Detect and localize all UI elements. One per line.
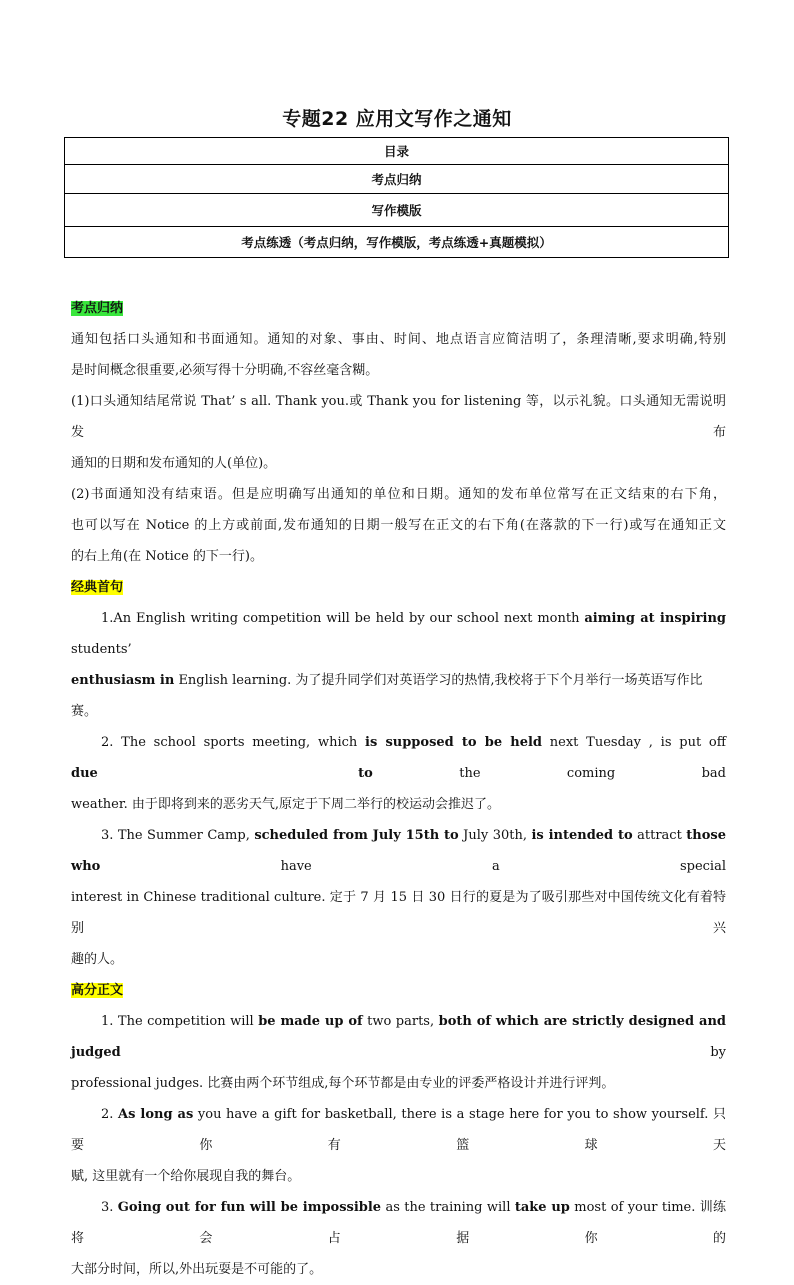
- toc-row-summary: 考点归纳: [65, 165, 729, 194]
- body-sentence-2: 2. As long as you have a gift for basketball, there is a stage here for you to show yourself. 只要你有篮球天: [71, 1107, 727, 1153]
- body-sentence-1-cont: professional judges. 比赛由两个环节组成,每个环节都是由专业的评委严格设计并进行评判。: [71, 1076, 615, 1091]
- example-sentence-2: 2. The school sports meeting, which is supposed to be held next Tuesday , is put off due to the coming bad: [71, 735, 726, 781]
- example-sentence-2-cont: weather. 由于即将到来的恶劣天气,原定于下周二举行的校运动会推迟了。: [71, 797, 501, 812]
- example-sentence-1-cont: enthusiasm in English learning. 为了提升同学们对英语学习的热情,我校将于下个月举行一场英语写作比赛。: [71, 673, 703, 719]
- body-sentence-1: 1. The competition will be made up of two parts, both of which are strictly designed and judged by: [71, 1014, 726, 1060]
- body-sentence-3: 3. Going out for fun will be impossible as the training will take up most of your time. 训练将会占据你的: [71, 1200, 726, 1246]
- toc-row-practice: 考点练透（考点归纳，写作模版，考点练透+真题模拟）: [65, 227, 729, 258]
- paragraph-line: 也可以写在 Notice 的上方或前面,发布通知的日期一般写在正文的右下角(在落款的下一行)或写在通知正文: [71, 518, 726, 533]
- body-sentence-3-cont: 大部分时间，所以,外出玩耍是不可能的了。: [71, 1262, 323, 1277]
- section-heading-summary: 考点归纳: [71, 301, 124, 316]
- body-sentence-2-cont: 赋, 这里就有一个给你展现自我的舞台。: [71, 1169, 301, 1184]
- example-sentence-3: 3. The Summer Camp, scheduled from July 15th to July 30th, is intended to attract those who have a special: [71, 828, 726, 874]
- table-of-contents: [64, 137, 729, 258]
- section-heading-body: 高分正文: [71, 983, 124, 998]
- paragraph-line: 的右上角(在 Notice 的下一行)。: [71, 549, 263, 564]
- paragraph-line: 通知包括口头通知和书面通知。通知的对象、事由、时间、地点语言应简洁明了，条理清晰,要求明确,特别: [71, 332, 726, 347]
- section-heading-opening: 经典首句: [71, 580, 124, 595]
- toc-row-contents: 目录: [65, 138, 729, 165]
- toc-row-template: 写作模版: [65, 194, 729, 227]
- example-sentence-3-end: 趣的人。: [71, 952, 124, 967]
- document-body: [71, 293, 726, 1285]
- page-title: 专题22 应用文写作之通知: [282, 108, 512, 130]
- paragraph-line: (2)书面通知没有结束语。但是应明确写出通知的单位和日期。通知的发布单位常写在正文结束的右下角，: [71, 487, 726, 502]
- example-sentence-3-cont: interest in Chinese traditional culture. 定于 7 月 15 日 30 日行的夏是为了吸引那些对中国传统文化有着特别兴: [71, 890, 726, 936]
- paragraph-line: 是时间概念很重要,必须写得十分明确,不容丝毫含糊。: [71, 363, 379, 378]
- paragraph-line: 通知的日期和发布通知的人(单位)。: [71, 456, 277, 471]
- paragraph-line: (1)口头通知结尾常说 That’ s all. Thank you.或 Thank you for listening 等，以示礼貌。口头通知无需说明发布: [71, 394, 726, 440]
- example-sentence-1: 1.An English writing competition will be held by our school next month aiming at inspiring students’: [71, 611, 726, 657]
